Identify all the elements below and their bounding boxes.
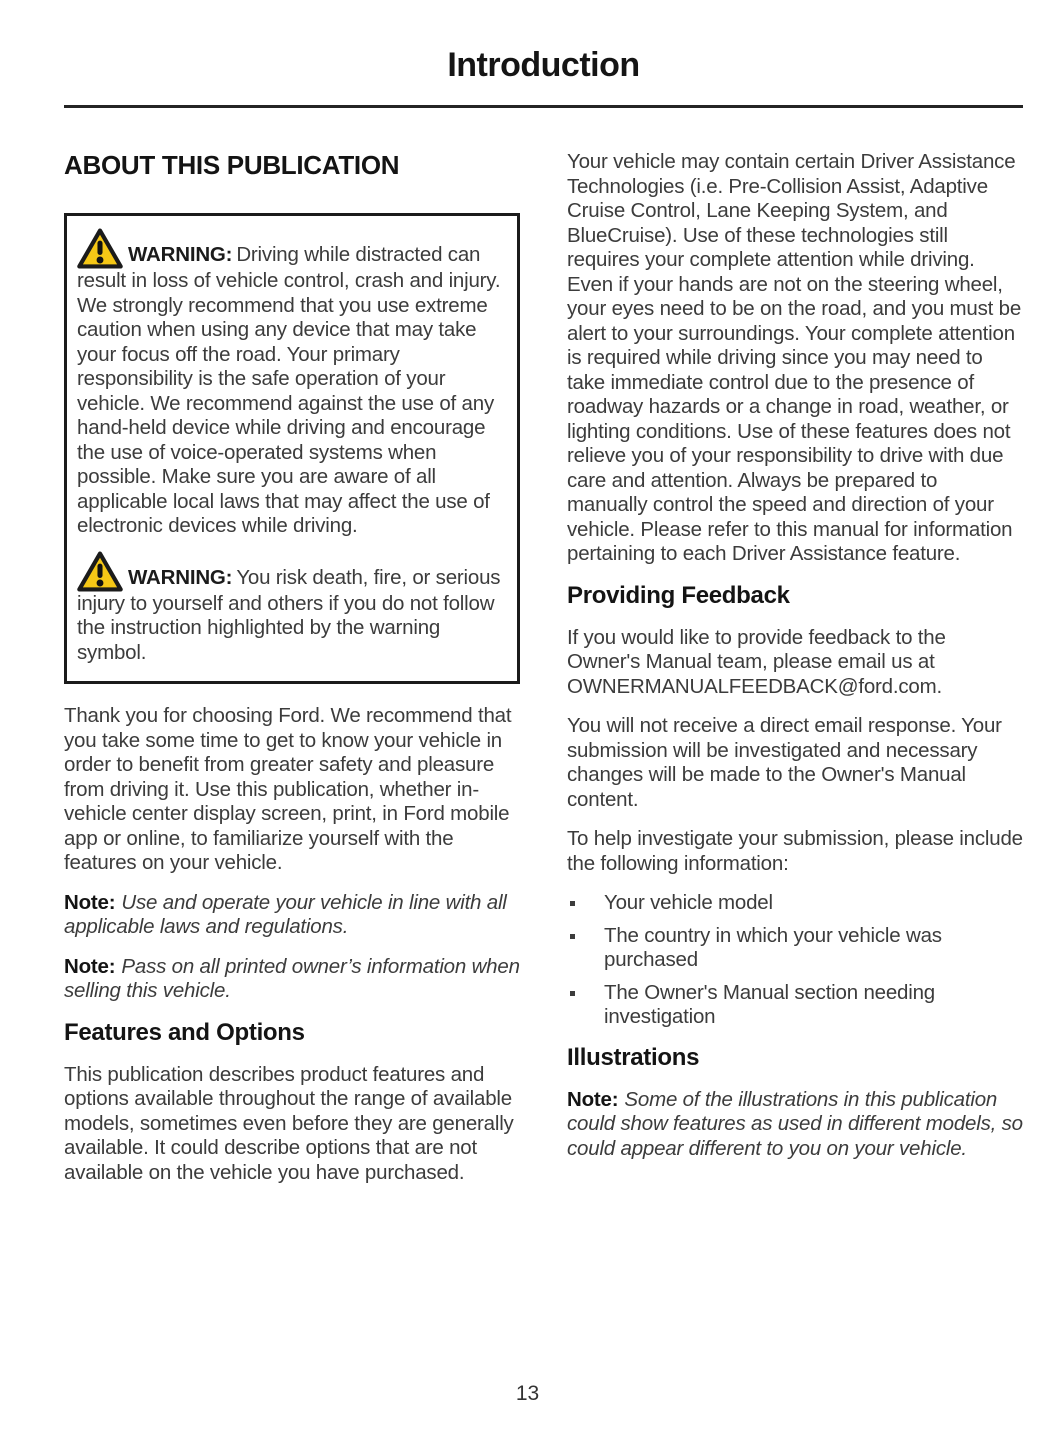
page-number: 13 [515, 1382, 540, 1405]
driver-assistance-paragraph: Your vehicle may contain certain Driver Assistance Technologies (i.e. Pre-Collision Assist, Adaptive Cruise Control, Lane Keeping System, and BlueCruise). Use of these technologies still requires your complete attention while driving. Even if your hands are not on the steering wheel, your eyes need to be on the road, and you must be alert to your surroundings. Your complete attention is required while driving since you may need to take immediate control due to the presence of roadway hazards or a change in road, weather, or lighting conditions. Use of these features does not relieve you of your responsibility to drive with due care and attention. Always be prepared to manually control the speed and direction of your vehicle. Please refer to this manual for information pertaining to each Driver Assistance feature. [567, 150, 1022, 565]
feedback-paragraph-1: If you would like to provide feedback to the Owner's Manual team, please email us at OWNERMANUALFEEDBACK@ford.com. [567, 625, 946, 698]
note-text: Pass on all printed owner’s information when selling this vehicle. [64, 954, 520, 1002]
warning-paragraph [77, 228, 509, 539]
square-bullet-icon [570, 991, 575, 996]
square-bullet-icon [570, 934, 575, 939]
square-bullet-icon [570, 901, 575, 906]
features-paragraph: This publication describes product features and options available throughout the range of available models, sometimes even before they are generally available. It could describe options that are not available on the vehicle you have purchased. [64, 1062, 514, 1184]
illustrations-note [567, 1088, 1023, 1162]
warning-box [64, 213, 520, 684]
note-paragraph [64, 955, 520, 1004]
about-this-publication-heading: ABOUT THIS PUBLICATION [64, 150, 400, 180]
right-column [567, 150, 1023, 1200]
feedback-paragraph-2: You will not receive a direct email response. Your submission will be investigated and necessary changes will be made to the Owner's Manual content. [567, 714, 1002, 811]
thank-you-paragraph: Thank you for choosing Ford. We recommend that you take some time to get to know your vehicle in order to benefit from greater safety and pleasure from driving it. Use this publication, whether in-vehicle center display screen, print, in Ford mobile app or online, to familiarize yourself with the features on your vehicle. [64, 704, 512, 874]
note-text: Some of the illustrations in this publication could show features as used in different models, so could appear different to you on your vehicle. [567, 1087, 1023, 1160]
warning-text: You risk death, fire, or serious injury to yourself and others if you do not follow the instruction highlighted by the warning symbol. [77, 565, 501, 664]
submission-info-list [567, 891, 1023, 1030]
two-column-layout [64, 150, 1023, 1200]
note-paragraph [64, 891, 520, 940]
list-item-text: Your vehicle model [604, 891, 773, 914]
page-title: Introduction [447, 46, 640, 84]
warning-text: Driving while distracted can result in loss of vehicle control, crash and injury. We strongly recommend that you use extreme caution when using any device that may take your focus off the road. Your primary responsibility is the safe operation of your vehicle. We recommend against the use of any hand-held device while driving and encourage the use of voice-operated systems when possible. Make sure you are aware of all applicable local laws that may affect the use of electronic devices while driving. [77, 243, 501, 537]
list-item [567, 924, 1023, 973]
note-label: Note: [567, 1087, 619, 1111]
warning-triangle-icon [77, 551, 123, 592]
warning-label: WARNING: [128, 243, 233, 266]
left-column [64, 150, 520, 1200]
feedback-paragraph-3: To help investigate your submission, please include the following information: [567, 827, 1023, 875]
features-and-options-heading: Features and Options [64, 1018, 305, 1046]
warning-label: WARNING: [128, 565, 233, 589]
providing-feedback-heading: Providing Feedback [567, 581, 790, 609]
list-item-text: The Owner's Manual section needing investigation [604, 980, 935, 1028]
list-item [567, 981, 1023, 1030]
note-label: Note: [64, 890, 116, 914]
illustrations-heading: Illustrations [567, 1043, 700, 1071]
list-item-text: The country in which your vehicle was purchased [604, 923, 942, 971]
note-label: Note: [64, 954, 116, 978]
title-divider [64, 105, 1023, 108]
list-item [567, 891, 1023, 916]
warning-triangle-icon [77, 228, 123, 269]
warning-paragraph [77, 551, 509, 666]
note-text: Use and operate your vehicle in line with all applicable laws and regulations. [64, 890, 507, 938]
